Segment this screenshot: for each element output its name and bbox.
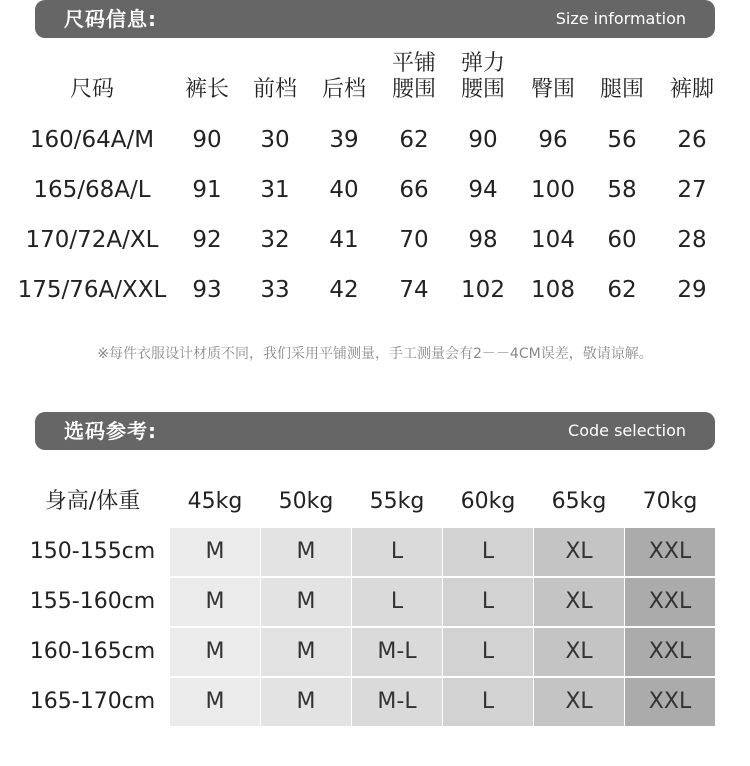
recommended-size-cell: L xyxy=(443,528,533,576)
size-value-cell: 32 xyxy=(260,227,290,253)
recommended-size-cell: XL xyxy=(534,628,624,676)
size-header-7 xyxy=(587,77,657,103)
weight-column-header: 45kg xyxy=(187,489,243,514)
size-header-line: 前档 xyxy=(252,77,297,102)
size-row-label: 165/68A/L xyxy=(33,177,151,203)
size-value-cell: 26 xyxy=(677,127,707,153)
size-header-1 xyxy=(172,77,242,103)
size-value-cell: 30 xyxy=(260,127,290,153)
recommended-size-cell: L xyxy=(443,628,533,676)
size-value-cell: 39 xyxy=(329,127,359,153)
recommended-size-cell: L xyxy=(352,528,442,576)
size-header-5 xyxy=(448,51,518,103)
recommended-size-cell: XXL xyxy=(625,628,715,676)
weight-column-header: 60kg xyxy=(460,489,516,514)
size-value-cell: 66 xyxy=(399,177,429,203)
size-info-subtitle: Size information xyxy=(555,9,686,28)
recommended-size-cell: XXL xyxy=(625,678,715,726)
size-header-line: 腰围 xyxy=(391,77,436,102)
recommended-size-cell: XL xyxy=(534,528,624,576)
size-value-cell: 90 xyxy=(468,127,498,153)
recommended-size-cell: M xyxy=(261,678,351,726)
size-value-cell: 28 xyxy=(677,227,707,253)
recommended-size-cell: XXL xyxy=(625,578,715,626)
size-value-cell: 41 xyxy=(329,227,359,253)
size-value-cell: 58 xyxy=(607,177,637,203)
size-header-line: 后档 xyxy=(321,77,366,102)
recommended-size-cell: L xyxy=(443,678,533,726)
recommended-size-cell: M xyxy=(261,628,351,676)
recommended-size-cell: XL xyxy=(534,578,624,626)
size-value-cell: 98 xyxy=(468,227,498,253)
size-header-line: 裤长 xyxy=(184,77,229,102)
height-row-label: 155-160cm xyxy=(29,589,156,614)
size-value-cell: 40 xyxy=(329,177,359,203)
size-row-label: 160/64A/M xyxy=(29,127,155,153)
recommended-size-cell: M xyxy=(261,528,351,576)
size-header-0 xyxy=(17,77,167,103)
size-value-cell: 102 xyxy=(461,277,505,303)
size-value-cell: 56 xyxy=(607,127,637,153)
code-selection-subtitle: Code selection xyxy=(568,421,686,440)
size-value-cell: 29 xyxy=(677,277,707,303)
size-header-4 xyxy=(379,51,449,103)
size-header-2 xyxy=(240,77,310,103)
size-value-cell: 108 xyxy=(531,277,575,303)
code-selection-banner xyxy=(35,412,715,450)
weight-column-header: 65kg xyxy=(551,489,607,514)
size-value-cell: 91 xyxy=(192,177,222,203)
size-value-cell: 27 xyxy=(677,177,707,203)
size-info-banner xyxy=(35,0,715,38)
size-row-label: 175/76A/XXL xyxy=(17,277,167,303)
size-row-label: 170/72A/XL xyxy=(25,227,159,253)
recommended-size-cell: M-L xyxy=(352,678,442,726)
size-value-cell: 60 xyxy=(607,227,637,253)
size-value-cell: 62 xyxy=(399,127,429,153)
size-header-line: 平铺 xyxy=(391,51,436,76)
size-value-cell: 42 xyxy=(329,277,359,303)
height-weight-corner-label: 身高/体重 xyxy=(44,489,141,514)
size-header-line: 臀围 xyxy=(530,77,575,102)
size-value-cell: 90 xyxy=(192,127,222,153)
size-header-line: 裤脚 xyxy=(669,77,714,102)
size-value-cell: 96 xyxy=(538,127,568,153)
height-row-label: 150-155cm xyxy=(29,539,156,564)
size-value-cell: 94 xyxy=(468,177,498,203)
size-value-cell: 33 xyxy=(260,277,290,303)
weight-column-header: 70kg xyxy=(642,489,698,514)
recommended-size-cell: M xyxy=(170,628,260,676)
recommended-size-cell: XXL xyxy=(625,528,715,576)
recommended-size-cell: M-L xyxy=(352,628,442,676)
measurement-note: ※每件衣服设计材质不同，我们采用平铺测量，手工测量会有2－－4CM误差，敬请谅解。 xyxy=(97,346,653,362)
size-value-cell: 74 xyxy=(399,277,429,303)
size-value-cell: 62 xyxy=(607,277,637,303)
size-header-3 xyxy=(309,77,379,103)
size-header-line: 尺码 xyxy=(69,77,114,102)
recommended-size-cell: L xyxy=(443,578,533,626)
size-value-cell: 93 xyxy=(192,277,222,303)
recommended-size-cell: L xyxy=(352,578,442,626)
size-header-6 xyxy=(518,77,588,103)
size-header-8 xyxy=(657,77,727,103)
recommended-size-cell: M xyxy=(170,528,260,576)
size-header-line: 腰围 xyxy=(460,77,505,102)
recommended-size-cell: M xyxy=(261,578,351,626)
size-value-cell: 100 xyxy=(531,177,575,203)
size-header-line: 弹力 xyxy=(460,51,505,76)
height-row-label: 165-170cm xyxy=(29,689,156,714)
size-value-cell: 31 xyxy=(260,177,290,203)
size-info-title: 尺码信息: xyxy=(64,7,157,31)
weight-column-header: 50kg xyxy=(278,489,334,514)
size-value-cell: 70 xyxy=(399,227,429,253)
recommended-size-cell: XL xyxy=(534,678,624,726)
size-value-cell: 104 xyxy=(531,227,575,253)
recommended-size-cell: M xyxy=(170,578,260,626)
recommended-size-cell: M xyxy=(170,678,260,726)
size-header-line: 腿围 xyxy=(599,77,644,102)
size-value-cell: 92 xyxy=(192,227,222,253)
height-row-label: 160-165cm xyxy=(29,639,156,664)
code-selection-title: 选码参考: xyxy=(64,419,157,443)
weight-column-header: 55kg xyxy=(369,489,425,514)
